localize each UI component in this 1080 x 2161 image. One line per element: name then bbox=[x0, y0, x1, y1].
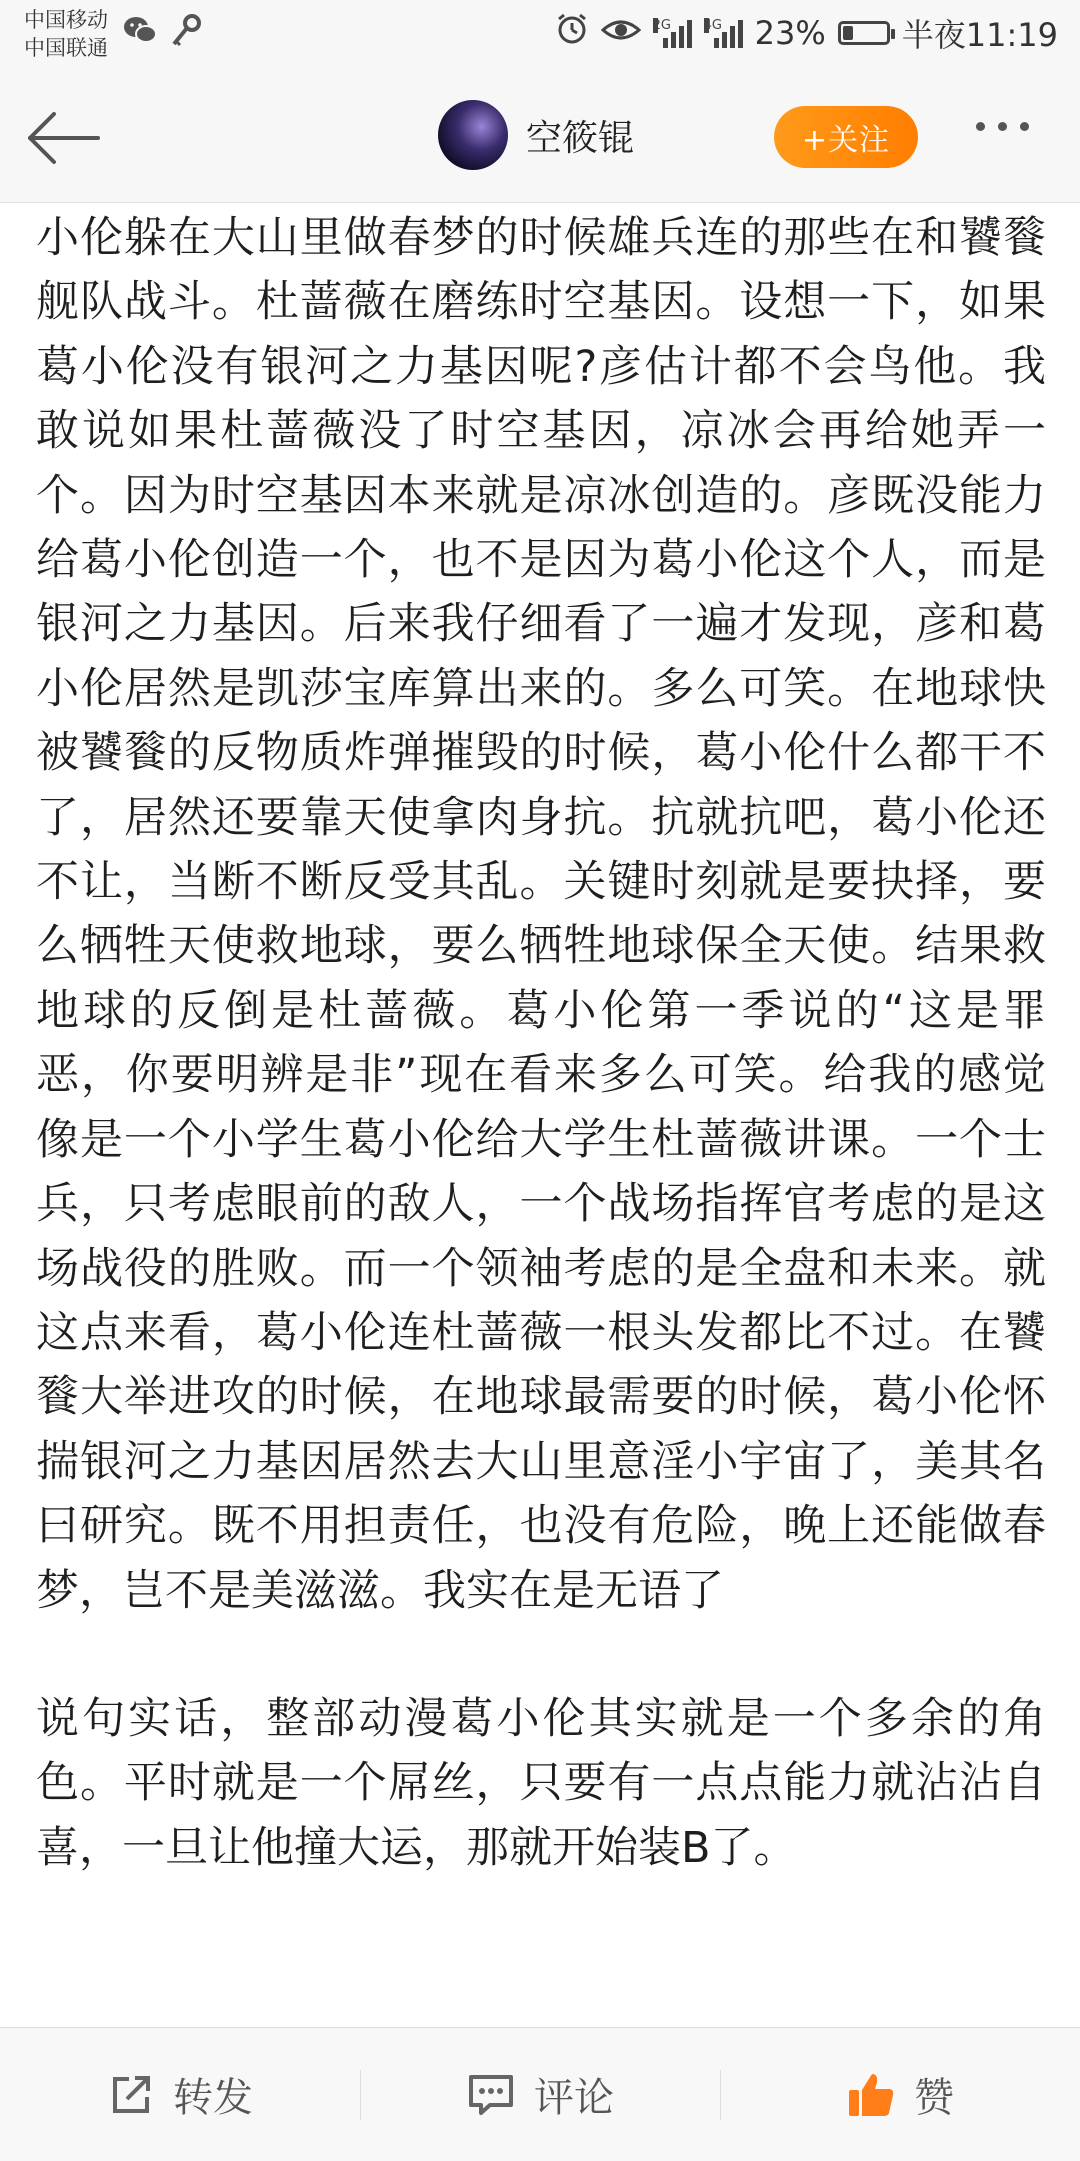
follow-button[interactable]: +关注 bbox=[774, 106, 918, 168]
comment-label: 评论 bbox=[534, 2075, 614, 2121]
more-options-button[interactable] bbox=[976, 122, 1029, 131]
wechat-icon bbox=[122, 14, 158, 52]
carrier-info bbox=[24, 6, 108, 62]
post-paragraph-2: 说句实话，整部动漫葛小伦其实就是一个多余的角色。平时就是一个屌丝，只要有一点点能力就沾沾自喜，一旦让他撞大运，那就开始装B了。 bbox=[36, 1693, 1046, 1873]
carrier-2: 中国联通 bbox=[24, 36, 108, 60]
back-button[interactable] bbox=[24, 108, 104, 168]
post-header bbox=[0, 70, 1080, 203]
clock: 半夜11:19 bbox=[901, 16, 1058, 54]
more-dot-icon bbox=[998, 122, 1007, 131]
carrier-1: 中国移动 bbox=[24, 8, 108, 32]
repost-label: 转发 bbox=[173, 2075, 253, 2121]
repost-button[interactable] bbox=[0, 2028, 360, 2161]
battery-icon bbox=[838, 21, 890, 45]
signal-icon-2: 4G bbox=[704, 18, 743, 48]
key-icon bbox=[170, 14, 202, 52]
battery-percent: 23% bbox=[754, 14, 826, 52]
avatar[interactable] bbox=[438, 100, 508, 170]
more-dot-icon bbox=[976, 122, 985, 131]
action-bar bbox=[0, 2027, 1080, 2161]
signal-icon-1: 2G bbox=[653, 18, 692, 48]
eye-comfort-icon bbox=[601, 14, 641, 52]
more-dot-icon bbox=[1020, 122, 1029, 131]
comment-icon bbox=[466, 2071, 516, 2119]
back-arrow-icon bbox=[24, 108, 104, 168]
post-paragraph-1: 小伦躲在大山里做春梦的时候雄兵连的那些在和饕餮舰队战斗。杜蔷薇在磨练时空基因。设想一下，如果葛小伦没有银河之力基因呢?彦估计都不会鸟他。我敢说如果杜蔷薇没了时空基因，凉冰会再给她弄一个。因为时空基因本来就是凉冰创造的。彦既没能力给葛小伦创造一个，也不是因为葛小伦这个人，而是银河之力基因。后来我仔细看了一遍才发现，彦和葛小伦居然是凯莎宝库算出来的。多么可笑。在地球快被饕餮的反物质炸弹摧毁的时候，葛小伦什么都干不了，居然还要靠天使拿肉身抗。抗就抗吧，葛小伦还不让，当断不断反受其乱。关键时刻就是要抉择，要么牺牲天使救地球，要么牺牲地球保全天使。结果救地球的反倒是杜蔷薇。葛小伦第一季说的“这是罪恶，你要明辨是非”现在看来多么可笑。给我的感觉像是一个小学生葛小伦给大学生杜蔷薇讲课。一个士兵，只考虑眼前的敌人，一个战场指挥官考虑的是这场战役的胜败。而一个领袖考虑的是全盘和未来。就这点来看，葛小伦连杜蔷薇一根头发都比不过。在饕餮大举进攻的时候，在地球最需要的时候，葛小伦怀揣银河之力基因居然去大山里意淫小宇宙了，美其名曰研究。既不用担责任，也没有危险，晚上还能做春梦，岂不是美滋滋。我实在是无语了 bbox=[36, 213, 1046, 1616]
author-name[interactable]: 空筱锟 bbox=[526, 117, 635, 159]
alarm-icon bbox=[555, 12, 589, 54]
post-body bbox=[36, 206, 1046, 1880]
battery-level bbox=[843, 26, 853, 40]
author-info[interactable] bbox=[438, 100, 634, 170]
comment-button[interactable] bbox=[360, 2028, 720, 2161]
like-button[interactable] bbox=[720, 2028, 1080, 2161]
status-bar bbox=[0, 0, 1080, 70]
like-label: 赞 bbox=[914, 2075, 954, 2121]
thumbs-up-icon bbox=[846, 2070, 896, 2120]
repost-icon bbox=[107, 2071, 155, 2119]
